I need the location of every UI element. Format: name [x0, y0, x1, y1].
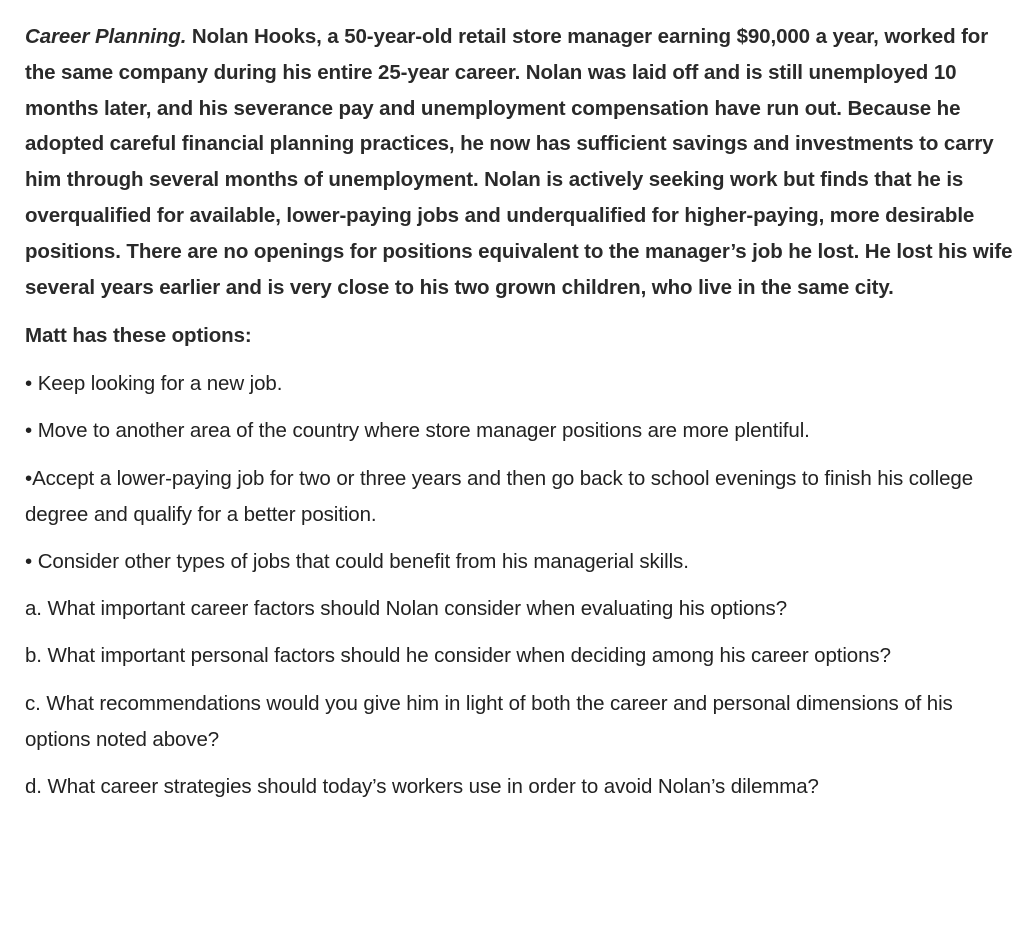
bullet-icon: •: [25, 466, 33, 490]
question-a: a. What important career factors should Nolan consider when evaluating his options?: [25, 597, 788, 621]
problem-text: [25, 19, 1015, 816]
option-text: Consider other types of jobs that could benefit from his managerial skills.: [37, 549, 689, 573]
bullet-icon: •: [25, 372, 33, 396]
question-c: c. What recommendations would you give him in light of both the career and personal dimensions of his options noted above?: [25, 691, 953, 751]
case-title: Career Planning.: [25, 25, 187, 48]
option-item: [25, 413, 1015, 449]
case-body: Nolan Hooks, a 50-year-old retail store manager earning $90,000 a year, worked for the same company during his entire 25-year career. Nolan was laid off and is still unemployed 10 months later, and his severance pay and unemployment compensation have run out. Because he adopted careful financial planning practices, he now has sufficient savings and investments to carry him through several months of unemployment. Nolan is actively seeking work but finds that he is overqualified for available, lower-paying jobs and underqualified for higher-paying, more desirable positions. There are no openings for positions equivalent to the manager’s job he lost. He lost his wife several years earlier and is very close to his two grown children, who live in the same city.: [25, 25, 1013, 299]
bullet-icon: •: [25, 419, 33, 443]
bullet-icon: •: [25, 549, 33, 573]
option-text: Move to another area of the country where store manager positions are more plentiful.: [37, 419, 810, 443]
option-text: Keep looking for a new job.: [37, 372, 283, 396]
option-item: [25, 544, 1015, 580]
option-item: [25, 366, 1015, 402]
question-b: b. What important personal factors should he consider when deciding among his career options?: [25, 644, 891, 668]
case-paragraph: [25, 19, 1015, 305]
option-item: [25, 461, 1015, 533]
options-heading: Matt has these options:: [25, 324, 252, 348]
question-d: d. What career strategies should today’s workers use in order to avoid Nolan’s dilemma?: [25, 774, 819, 798]
option-text: Accept a lower-paying job for two or three years and then go back to school evenings to finish his college degree and qualify for a better position.: [25, 466, 973, 526]
